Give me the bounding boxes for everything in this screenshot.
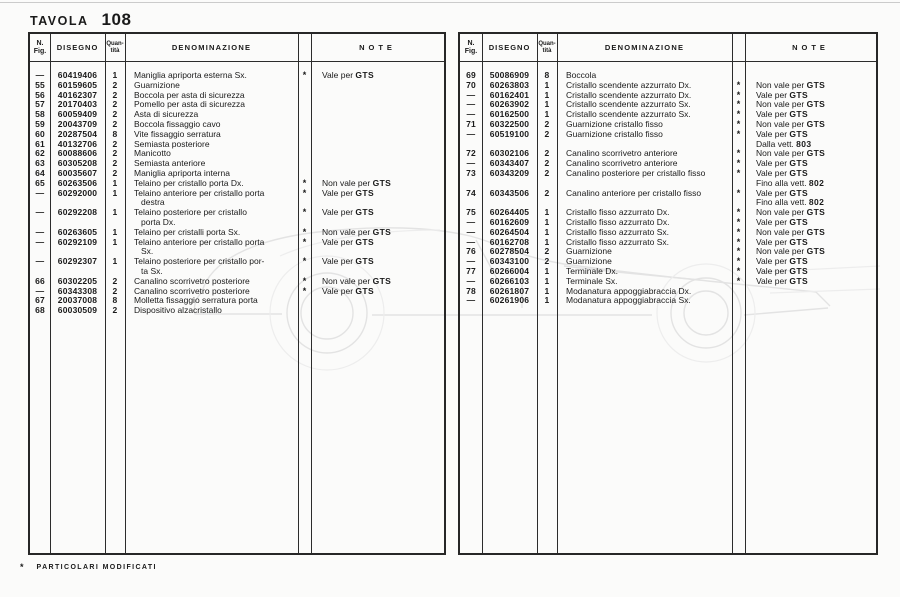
disegno-number-cell: 60292307 [57,256,98,267]
quantity-cell: 1 [544,295,550,306]
quantity-cell: 8 [112,128,118,139]
modified-part-asterisk-icon: * [736,158,741,169]
fig-number-cell: 56 [35,89,45,100]
disegno-number-cell: 60261906 [489,295,530,306]
fig-number-cell: — [466,89,476,100]
scan-edge-line [0,2,900,3]
column-header-quantita: Quan- tità [538,41,556,54]
fig-number-cell: 72 [466,148,476,159]
fig-number-cell: — [35,187,45,198]
modified-part-asterisk-icon: * [736,216,741,227]
disegno-number-cell: 60278504 [489,246,530,257]
note-cell [311,140,444,150]
note-cell: Fino alla vett. 802 [756,197,825,208]
quantity-cell: 2 [112,148,118,159]
quantity-cell: 2 [112,99,118,110]
denomination-cell: Molletta fissaggio serratura porta [134,295,258,306]
modified-part-asterisk-icon: * [736,118,741,129]
disegno-number-cell: 60322500 [489,118,530,129]
modified-part-asterisk-icon: * [302,70,307,80]
fig-number-cell: — [466,236,476,247]
footer-legend-label: PARTICOLARI MODIFICATI [36,563,157,571]
quantity-cell: 2 [112,305,118,316]
denomination-cell: Guarnizione [566,246,612,257]
fig-number-cell: — [466,216,476,227]
note-cell [311,296,444,306]
modified-part-asterisk-icon: * [20,562,24,572]
column-header-fig: N. Fig. [464,39,478,55]
note-cell: Non vale per GTS [322,177,392,188]
table-body [460,71,876,306]
quantity-cell: 2 [544,128,550,139]
fig-number-cell: 76 [466,246,476,257]
note-cell [311,81,444,91]
note-cell: Vale per GTS [756,158,809,169]
quantity-cell: 1 [544,89,550,100]
table-row [460,130,876,140]
fig-number-cell: 66 [35,275,45,286]
fig-number-cell: — [466,128,476,139]
disegno-number-cell: 60035607 [57,167,98,178]
disegno-number-cell: 60302205 [57,275,98,286]
note-cell: Non vale per GTS [756,118,826,129]
note-cell [745,296,876,306]
quantity-cell: 1 [112,207,118,218]
disegno-number-cell: 60292000 [57,187,98,198]
modified-part-asterisk-icon [732,296,745,306]
note-cell: Vale per GTS [322,285,375,296]
modified-part-asterisk-icon [298,140,311,150]
disegno-number-cell: 60263605 [57,226,98,237]
disegno-number-cell: 60266004 [489,265,530,276]
denomination-cell: Cristallo fisso azzurrato Dx. [566,207,670,218]
fig-number-cell: — [35,207,45,218]
parts-table-left [28,32,446,555]
disegno-number-cell: 60263803 [489,79,530,90]
denomination-cell: Canalino posteriore per cristallo fisso [566,167,706,178]
modified-part-asterisk-icon: * [302,256,307,267]
quantity-cell: 2 [112,138,118,149]
column-header-denominazione: DENOMINAZIONE [171,42,252,52]
disegno-number-cell: 60264504 [489,226,530,237]
fig-number-cell: — [35,285,45,296]
note-cell: Vale per GTS [756,89,809,100]
table-row [30,189,444,199]
modified-part-asterisk-icon: * [302,226,307,237]
note-cell: Non vale per GTS [756,246,826,257]
denomination-cell: Canalino scorrivetro posteriore [134,275,250,286]
denomination-cell: Boccola fissaggio cavo [134,118,221,129]
modified-part-asterisk-icon [298,306,311,316]
disegno-number-cell: 60088606 [57,148,98,159]
denomination-cell: Guarnizione cristallo fisso [566,118,663,129]
quantity-cell: 2 [112,285,118,296]
denomination-cell: Guarnizione [566,256,612,267]
note-cell [311,91,444,101]
fig-number-cell: 75 [466,207,476,218]
note-cell: Non vale per GTS [756,148,826,159]
denomination-cell: Telaino anteriore per cristallo porta [134,236,265,247]
column-header-fig: N. Fig. [33,39,47,55]
modified-part-asterisk-icon: * [736,148,741,159]
modified-part-asterisk-icon: * [736,128,741,139]
fig-number-cell: — [35,226,45,237]
fig-number-cell: 58 [35,109,45,120]
quantity-cell: 2 [112,79,118,90]
disegno-number-cell: 60030509 [57,305,98,316]
quantity-cell: 2 [544,187,550,198]
denomination-cell: Guarnizione cristallo fisso [566,128,663,139]
disegno-number-cell: 60162609 [489,216,530,227]
modified-part-asterisk-icon [732,287,745,297]
disegno-number-cell: 20037008 [57,295,98,306]
modified-part-asterisk-icon: * [302,177,307,188]
modified-part-asterisk-icon: * [302,207,307,218]
quantity-cell: 1 [544,285,550,296]
quantity-cell: 1 [544,236,550,247]
fig-number-cell: 64 [35,167,45,178]
fig-number-cell: 60 [35,128,45,139]
note-cell: Non vale per GTS [322,226,392,237]
quantity-cell: 1 [544,207,550,218]
modified-part-asterisk-icon [298,110,311,120]
page-title [30,10,131,30]
note-cell: Vale per GTS [756,128,809,139]
denomination-cell: porta Dx. [141,216,176,227]
note-cell: Non vale per GTS [756,79,826,90]
disegno-number-cell: 60343308 [57,285,98,296]
modified-part-asterisk-icon [298,149,311,159]
quantity-cell: 8 [112,295,118,306]
modified-part-asterisk-icon: * [302,275,307,286]
quantity-cell: 2 [544,167,550,178]
table-row [30,306,444,316]
note-cell: Vale per GTS [322,256,375,267]
disegno-number-cell: 60305208 [57,158,98,169]
fig-number-cell: — [466,158,476,169]
fig-number-cell: 71 [466,118,476,129]
note-cell: Vale per GTS [756,265,809,276]
note-cell [311,159,444,169]
note-cell: Non vale per GTS [756,99,826,110]
fig-number-cell: 55 [35,79,45,90]
fig-number-cell: 68 [35,305,45,316]
denomination-cell: Boccola per asta di sicurezza [134,89,245,100]
denomination-cell: Telaino per cristalli porta Sx. [134,226,241,237]
modified-part-asterisk-icon: * [736,265,741,276]
denomination-cell: Modanatura appoggiabraccia Dx. [566,285,692,296]
footer-legend [20,562,157,572]
quantity-cell: 2 [544,148,550,159]
modified-part-asterisk-icon: * [736,275,741,286]
note-cell: Vale per GTS [756,109,809,120]
quantity-cell: 2 [112,167,118,178]
quantity-cell: 2 [112,109,118,120]
note-cell: Vale per GTS [756,256,809,267]
denomination-cell: Dispositivo alzacristallo [134,305,222,316]
disegno-number-cell: 60292109 [57,236,98,247]
denomination-cell: Semiasta anteriore [134,158,206,169]
modified-part-asterisk-icon [298,159,311,169]
fig-number-cell: — [466,295,476,306]
denomination-cell: Manicotto [134,148,171,159]
modified-part-asterisk-icon: * [736,89,741,100]
disegno-number-cell: 60302106 [489,148,530,159]
quantity-cell: 1 [112,187,118,198]
disegno-number-cell: 60059409 [57,109,98,120]
disegno-number-cell: 60266103 [489,275,530,286]
disegno-number-cell: 60343209 [489,167,530,178]
note-cell: Vale per GTS [756,236,809,247]
disegno-number-cell: 60162401 [489,89,530,100]
quantity-cell: 1 [112,226,118,237]
note-cell: Vale per GTS [756,275,809,286]
modified-part-asterisk-icon: * [736,99,741,110]
table-row [30,208,444,218]
modified-part-asterisk-icon [298,81,311,91]
note-cell [311,110,444,120]
disegno-number-cell: 60292208 [57,207,98,218]
disegno-number-cell: 60263506 [57,177,98,188]
denomination-cell: Semiasta posteriore [134,138,210,149]
modified-part-asterisk-icon: * [736,79,741,90]
disegno-number-cell: 60343100 [489,256,530,267]
note-cell: Vale per GTS [322,70,375,80]
denomination-cell: Telaino posteriore per cristallo por- [134,256,265,267]
note-cell: Dalla vett. 803 [756,138,812,149]
quantity-cell: 1 [112,177,118,188]
denomination-cell: Telaino per cristallo porta Dx. [134,177,244,188]
denomination-cell: Cristallo scendente azzurrato Dx. [566,79,692,90]
note-cell: Vale per GTS [322,236,375,247]
denomination-cell: Pomello per asta di sicurezza [134,99,246,110]
denomination-cell: Guarnizione [134,79,180,90]
fig-number-cell: — [35,70,45,80]
modified-part-asterisk-icon: * [736,246,741,257]
denomination-cell: Boccola [566,70,597,80]
denomination-cell: Canalino anteriore per cristallo fisso [566,187,702,198]
table-header-row [30,34,444,62]
denomination-cell: Asta di sicurezza [134,109,199,120]
fig-number-cell: — [35,256,45,267]
column-header-denominazione: DENOMINAZIONE [604,42,685,52]
modified-part-asterisk-icon: * [736,256,741,267]
denomination-cell: Cristallo fisso azzurrato Dx. [566,216,670,227]
note-cell: Fino alla vett. 802 [756,177,825,188]
denomination-cell: Sx. [141,246,154,257]
denomination-cell: Telaino posteriore per cristallo [134,207,247,218]
note-cell [311,130,444,140]
disegno-number-cell: 60264405 [489,207,530,218]
modified-part-asterisk-icon: * [302,187,307,198]
denomination-cell: Cristallo scendente azzurrato Sx. [566,99,691,110]
fig-number-cell: 62 [35,148,45,159]
note-cell [311,100,444,110]
quantity-cell: 1 [544,99,550,110]
fig-number-cell: 67 [35,295,45,306]
quantity-cell: 1 [544,275,550,286]
fig-number-cell: 59 [35,118,45,129]
denomination-cell: Cristallo fisso azzurrato Sx. [566,236,669,247]
note-cell: Non vale per GTS [756,226,826,237]
quantity-cell: 1 [544,109,550,120]
tavola-label: TAVOLA [30,14,89,28]
tavola-number: 108 [101,10,132,29]
fig-number-cell: 61 [35,138,45,149]
column-header-disegno: DISEGNO [488,42,531,52]
quantity-cell: 1 [112,236,118,247]
quantity-cell: 2 [112,89,118,100]
modified-part-asterisk-icon: * [302,285,307,296]
note-cell: Non vale per GTS [322,275,392,286]
note-cell: Vale per GTS [756,216,809,227]
note-cell: Non vale per GTS [756,207,826,218]
table-body [30,71,444,316]
disegno-number-cell: 40132706 [57,138,98,149]
modified-part-asterisk-icon [298,100,311,110]
denomination-cell: Telaino anteriore per cristallo porta [134,187,265,198]
disegno-number-cell: 60519100 [489,128,530,139]
disegno-number-cell: 60343506 [489,187,530,198]
quantity-cell: 1 [544,216,550,227]
column-header-quantita: Quan- tità [106,41,124,54]
fig-number-cell: 57 [35,99,45,110]
denomination-cell: Canalino scorrivetro posteriore [134,285,250,296]
table-header-row [460,34,876,62]
note-cell [311,120,444,130]
fig-number-cell: 73 [466,167,476,178]
disegno-number-cell: 20170403 [57,99,98,110]
disegno-number-cell: 40162307 [57,89,98,100]
modified-part-asterisk-icon: * [736,187,741,198]
quantity-cell: 1 [544,79,550,90]
disegno-number-cell: 20287504 [57,128,98,139]
denomination-cell: destra [141,197,165,208]
denomination-cell: Terminale Sx. [566,275,618,286]
fig-number-cell: — [466,256,476,267]
fig-number-cell: — [466,99,476,110]
quantity-cell: 2 [112,118,118,129]
note-cell [311,306,444,316]
denomination-cell: ta Sx. [141,265,163,276]
modified-part-asterisk-icon: * [736,207,741,218]
denomination-cell: Cristallo scendente azzurrato Sx. [566,109,691,120]
quantity-cell: 1 [544,226,550,237]
disegno-number-cell: 60419406 [57,70,98,80]
note-cell [745,287,876,297]
table-row [460,296,876,306]
denomination-cell: Maniglia apriporta interna [134,167,230,178]
table-row [30,238,444,248]
modified-part-asterisk-icon [298,120,311,130]
quantity-cell: 2 [544,246,550,257]
note-cell [311,149,444,159]
modified-part-asterisk-icon [298,91,311,101]
disegno-number-cell: 20043709 [57,118,98,129]
fig-number-cell: — [466,275,476,286]
quantity-cell: 2 [544,158,550,169]
disegno-number-cell: 60261807 [489,285,530,296]
modified-part-asterisk-icon: * [736,167,741,178]
column-header-disegno: DISEGNO [56,42,99,52]
disegno-number-cell: 60162708 [489,236,530,247]
note-cell: Vale per GTS [756,167,809,178]
modified-part-asterisk-icon: * [736,236,741,247]
parts-table-right [458,32,878,555]
denomination-cell: Maniglia apriporta esterna Sx. [134,70,247,80]
fig-number-cell: 69 [466,70,476,80]
denomination-cell: Canalino scorrivetro anteriore [566,158,678,169]
fig-number-cell: — [466,226,476,237]
note-cell: Vale per GTS [322,207,375,218]
modified-part-asterisk-icon: * [736,226,741,237]
fig-number-cell: 65 [35,177,45,188]
quantity-cell: 8 [544,70,550,80]
fig-number-cell: 74 [466,187,476,198]
quantity-cell: 2 [544,256,550,267]
note-cell: Vale per GTS [756,187,809,198]
denomination-cell: Terminale Dx. [566,265,618,276]
denomination-cell: Vite fissaggio serratura [134,128,221,139]
quantity-cell: 1 [544,265,550,276]
fig-number-cell: — [466,109,476,120]
column-header-note: NOTE [359,42,396,52]
fig-number-cell: — [35,236,45,247]
disegno-number-cell: 60162500 [489,109,530,120]
fig-number-cell: 78 [466,285,476,296]
disegno-number-cell: 60159605 [57,79,98,90]
quantity-cell: 1 [112,70,118,80]
fig-number-cell: 70 [466,79,476,90]
denomination-cell: Canalino scorrivetro anteriore [566,148,678,159]
modified-part-asterisk-icon [298,130,311,140]
quantity-cell: 2 [544,118,550,129]
quantity-cell: 2 [112,158,118,169]
fig-number-cell: 63 [35,158,45,169]
disegno-number-cell: 50086909 [489,70,530,80]
quantity-cell: 1 [112,256,118,267]
modified-part-asterisk-icon: * [302,236,307,247]
denomination-cell: Cristallo scendente azzurrato Dx. [566,89,692,100]
table-row [30,257,444,267]
disegno-number-cell: 60263902 [489,99,530,110]
denomination-cell: Modanatura appoggiabraccia Sx. [566,295,691,306]
note-cell: Vale per GTS [322,187,375,198]
disegno-number-cell: 60343407 [489,158,530,169]
modified-part-asterisk-icon: * [736,109,741,120]
quantity-cell: 2 [112,275,118,286]
column-header-note: NOTE [792,42,829,52]
fig-number-cell: 77 [466,265,476,276]
denomination-cell: Cristallo fisso azzurrato Sx. [566,226,669,237]
modified-part-asterisk-icon [298,296,311,306]
